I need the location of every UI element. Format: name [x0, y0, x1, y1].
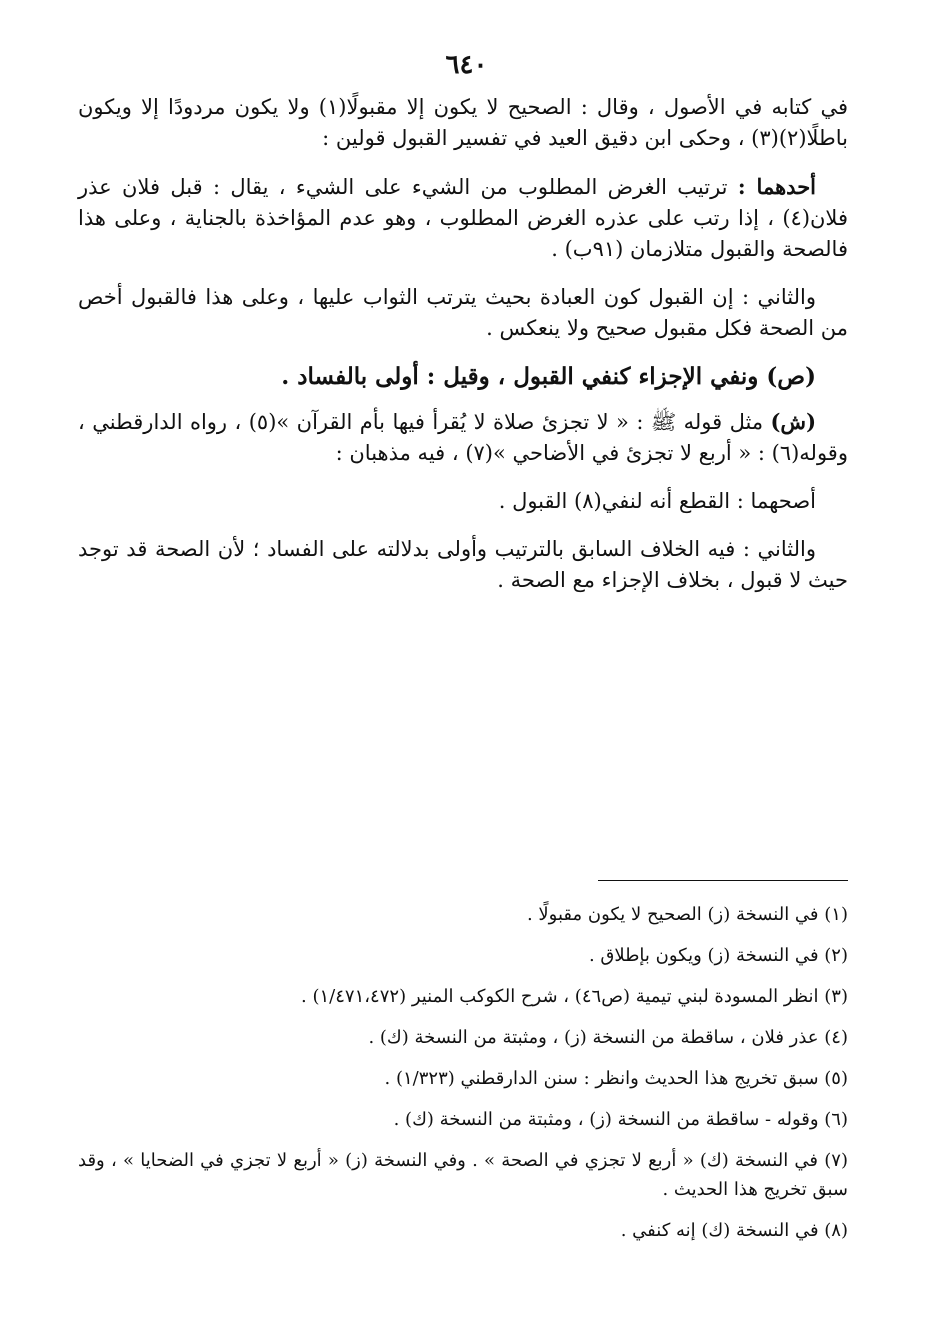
footnote-7: (٧) في النسخة (ك) « أربع لا تجزي في الصحة » . وفي النسخة (ز) « أربع لا تجزي في الضحايا » ، وقد سبق تخريج هذا الحديث .	[78, 1150, 848, 1200]
paragraph-first-opinion	[78, 171, 848, 265]
footnote-3: (٣) انظر المسودة لبني تيمية (ص٤٦) ، شرح الكوكب المنير (١/٤٧١،٤٧٢) .	[301, 986, 848, 1007]
footnote-2: (٢) في النسخة (ز) ويكون بإطلاق .	[588, 945, 848, 966]
paragraph-stronger-view: أصحهما : القطع أنه لنفي(٨) القبول .	[498, 489, 816, 513]
footnotes-section	[78, 900, 848, 1257]
footnote-6: (٦) وقوله - ساقطة من النسخة (ز) ، ومثبتة من النسخة (ك) .	[393, 1109, 848, 1130]
paragraph-second-opinion: والثاني : إن القبول كون العبادة بحيث يترتب الثواب عليها ، وعلى هذا فالقبول أخص من الصحة فكل مقبول صحيح ولا ينعكس .	[78, 285, 848, 340]
page-number: ٦٤٠	[445, 50, 488, 80]
commentary-marker: (ش)	[770, 409, 817, 434]
footnote-8: (٨) في النسخة (ك) إنه كنفي .	[620, 1220, 848, 1241]
paragraph-lead-first: أحدهما :	[737, 174, 817, 199]
text-rule-heading: (ص) ونفي الإجزاء كنفي القبول ، وقيل : أولى بالفساد .	[281, 363, 816, 390]
paragraph-first-body: ترتيب الغرض المطلوب من الشيء على الشيء ، يقال : قبل فلان عذر فلان(٤) ، إذا رتب على عذره الغرض المطلوب ، وهو عدم المؤاخذة بالجناية ، وعلى هذا فالصحة والقبول متلازمان (٩١ب) .	[78, 175, 848, 261]
paragraph-second-view: والثاني : فيه الخلاف السابق بالترتيب وأولى بدلالته على الفساد ؛ لأن الصحة قد توجد حيث لا قبول ، بخلاف الإجزاء مع الصحة .	[78, 537, 848, 592]
footnote-5: (٥) سبق تخريج هذا الحديث وانظر : سنن الدارقطني (١/٣٢٣) .	[384, 1068, 848, 1089]
paragraph-intro: في كتابه في الأصول ، وقال : الصحيح لا يكون إلا مقبولًا(١) ولا يكون مردودًا إلا ويكون باطلًا(٢)(٣) ، وحكى ابن دقيق العيد في تفسير القبول قولين :	[78, 95, 849, 150]
footnote-4: (٤) عذر فلان ، ساقطة من النسخة (ز) ، ومثبتة من النسخة (ك) .	[368, 1027, 848, 1048]
paragraph-commentary	[78, 406, 848, 469]
paragraph-commentary-body: مثل قوله ﷺ : « لا تجزئ صلاة لا يُقرأ فيها بأم القرآن »(٥) ، رواه الدارقطني ، وقوله(٦) : « أربع لا تجزئ في الأضاحي »(٧) ، فيه مذهبان :	[78, 410, 848, 465]
main-text-body	[78, 92, 848, 613]
footnote-separator	[598, 880, 848, 881]
footnote-1: (١) في النسخة (ز) الصحيح لا يكون مقبولًا .	[526, 904, 848, 925]
